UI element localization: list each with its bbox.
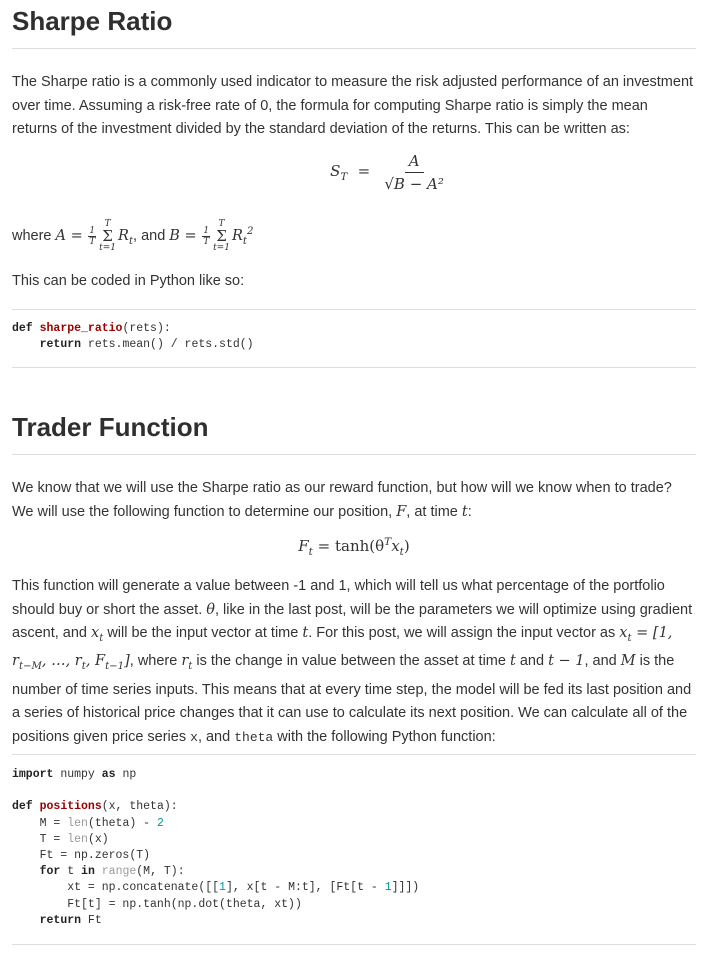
divider (12, 454, 696, 455)
trader-intro-paragraph: We know that we will use the Sharpe ratio as our reward function, but how will we know when to trade? We will use the following function to determine our position, F, at time t: (12, 480, 672, 520)
divider (12, 48, 696, 49)
code-block-sharpe-ratio: def sharpe_ratio(rets): return rets.mean() / rets.std() (12, 322, 254, 352)
code-block-positions: import numpy as np def positions(x, theta): M = len(theta) - 2 T = len(x) Ft = np.zeros(T) for t in range(M, T): xt = np.concatenate([[1], x[t - M:t], [Ft[t - 1]]]) Ft[t] = np.tanh(np.dot(theta, xt)) return Ft (12, 768, 420, 927)
section-heading-trader-function: Trader Function (12, 412, 209, 442)
divider (12, 754, 696, 755)
trader-formula: $F_t = \tanh(\theta^Tx_t)$ (298, 536, 410, 558)
section-heading-sharpe-ratio: Sharpe Ratio (12, 6, 173, 36)
sharpe-formula: $S_T$ = $\frac{A}{\text{√B − A²}}$ (12, 152, 696, 193)
divider (12, 944, 696, 945)
trader-explanation-paragraph: This function will generate a value between -1 and 1, which will tell us what percentage of the portfolio should buy or short the asset. θ, like in the last post, will be the parameters we will optimize using gradient ascent, and $x_t$ will be the input vector at time t. For this post, we will assign the input vector as $x_t = [1$, $r_{t-M}$, …, $r_t$, $F_{t-1}$], where $r_t$ is the change in value between the asset at time t and t − 1, and M is the number of time series inputs. This means that at every time step, the model will be fed its last position and a series of historical price changes that it can use to calculate its next position. We can calculate all of the positions given price series x, and theta with the following Python function: (12, 578, 693, 745)
where-definitions: where A = $\frac{1}{T}$ T Σ t=1 $R_t$, and B = $\frac{1}{T}$ T Σ t=1 $R_t^2$ (12, 219, 254, 253)
sharpe-intro-paragraph: The Sharpe ratio is a commonly used indicator to measure the risk adjusted performance of an investment over time. Assuming a risk-free rate of 0, the formula for computing Sharpe ratio is simply the mean returns of the investment divided by the standard deviation of the returns. This can be written as: (12, 74, 694, 137)
sharpe-formula-denominator: √B − A² (384, 175, 444, 193)
divider (12, 367, 696, 368)
sharpe-formula-numerator: A (405, 152, 424, 173)
divider (12, 309, 696, 310)
coded-intro-text: This can be coded in Python like so: (12, 273, 245, 289)
